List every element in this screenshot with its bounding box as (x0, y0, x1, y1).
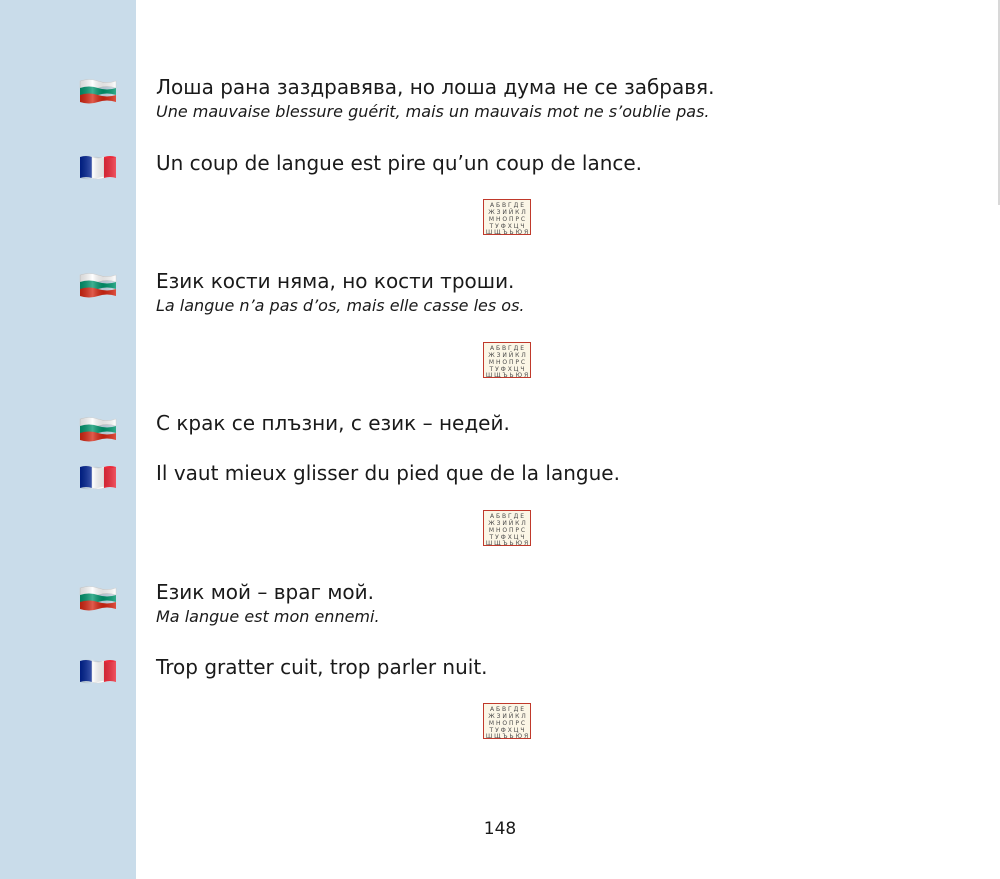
bulgaria-flag-icon (79, 585, 117, 611)
proverb-translation: La langue n’a pas d’os, mais elle casse les os. (156, 296, 525, 315)
france-flag-icon (79, 658, 117, 684)
svg-text:М Н О П Р С: М Н О П Р С (488, 216, 526, 223)
svg-text:М Н О П Р С: М Н О П Р С (488, 527, 526, 534)
svg-text:Ш Щ Ъ Ь Ю Я: Ш Щ Ъ Ь Ю Я (485, 540, 529, 546)
svg-text:Т У Ф Х Ц Ч: Т У Ф Х Ц Ч (489, 223, 525, 230)
svg-text:М Н О П Р С: М Н О П Р С (488, 359, 526, 366)
proverb-translation: Une mauvaise blessure guérit, mais un mauvais mot ne s’oublie pas. (156, 102, 710, 121)
cyrillic-alphabet-grid-icon (483, 342, 531, 378)
svg-text:Ж З И Й К Л: Ж З И Й К Л (488, 352, 526, 359)
cyrillic-alphabet-grid-icon (483, 703, 531, 739)
proverb-text: Лоша рана заздравява, но лоша дума не се забравя. (156, 75, 715, 99)
svg-text:Ж З И Й К Л: Ж З И Й К Л (488, 209, 526, 216)
svg-text:Ж З И Й К Л: Ж З И Й К Л (488, 713, 526, 720)
svg-text:А Б В Г Д Е: А Б В Г Д Е (489, 513, 525, 520)
page-number: 148 (483, 819, 517, 839)
france-flag-icon (79, 464, 117, 490)
svg-text:Ш Щ Ъ Ь Ю Я: Ш Щ Ъ Ь Ю Я (485, 372, 529, 378)
france-flag-icon (79, 154, 117, 180)
proverb-text: Език мой – враг мой. (156, 580, 375, 604)
proverb-text: С крак се плъзни, с език – недей. (156, 411, 510, 435)
svg-text:М Н О П Р С: М Н О П Р С (488, 720, 526, 727)
svg-text:А Б В Г Д Е: А Б В Г Д Е (489, 202, 525, 209)
cyrillic-alphabet-grid-icon (483, 199, 531, 235)
cyrillic-alphabet-grid-icon (483, 510, 531, 546)
proverb-text: Език кости няма, но кости троши. (156, 269, 515, 293)
bulgaria-flag-icon (79, 416, 117, 442)
proverb-text: Un coup de langue est pire qu’un coup de lance. (156, 151, 643, 175)
svg-text:Ш Щ Ъ Ь Ю Я: Ш Щ Ъ Ь Ю Я (485, 733, 529, 739)
svg-text:Т У Ф Х Ц Ч: Т У Ф Х Ц Ч (489, 366, 525, 373)
proverb-text: Trop gratter cuit, trop parler nuit. (156, 655, 488, 679)
svg-text:Ш Щ Ъ Ь Ю Я: Ш Щ Ъ Ь Ю Я (485, 229, 529, 235)
proverb-translation: Ma langue est mon ennemi. (156, 607, 380, 626)
bulgaria-flag-icon (79, 272, 117, 298)
svg-text:А Б В Г Д Е: А Б В Г Д Е (489, 345, 525, 352)
proverb-text: Il vaut mieux glisser du pied que de la langue. (156, 461, 620, 485)
svg-text:Т У Ф Х Ц Ч: Т У Ф Х Ц Ч (489, 534, 525, 541)
svg-text:Т У Ф Х Ц Ч: Т У Ф Х Ц Ч (489, 727, 525, 734)
bulgaria-flag-icon (79, 78, 117, 104)
svg-text:А Б В Г Д Е: А Б В Г Д Е (489, 706, 525, 713)
svg-text:Ж З И Й К Л: Ж З И Й К Л (488, 520, 526, 527)
